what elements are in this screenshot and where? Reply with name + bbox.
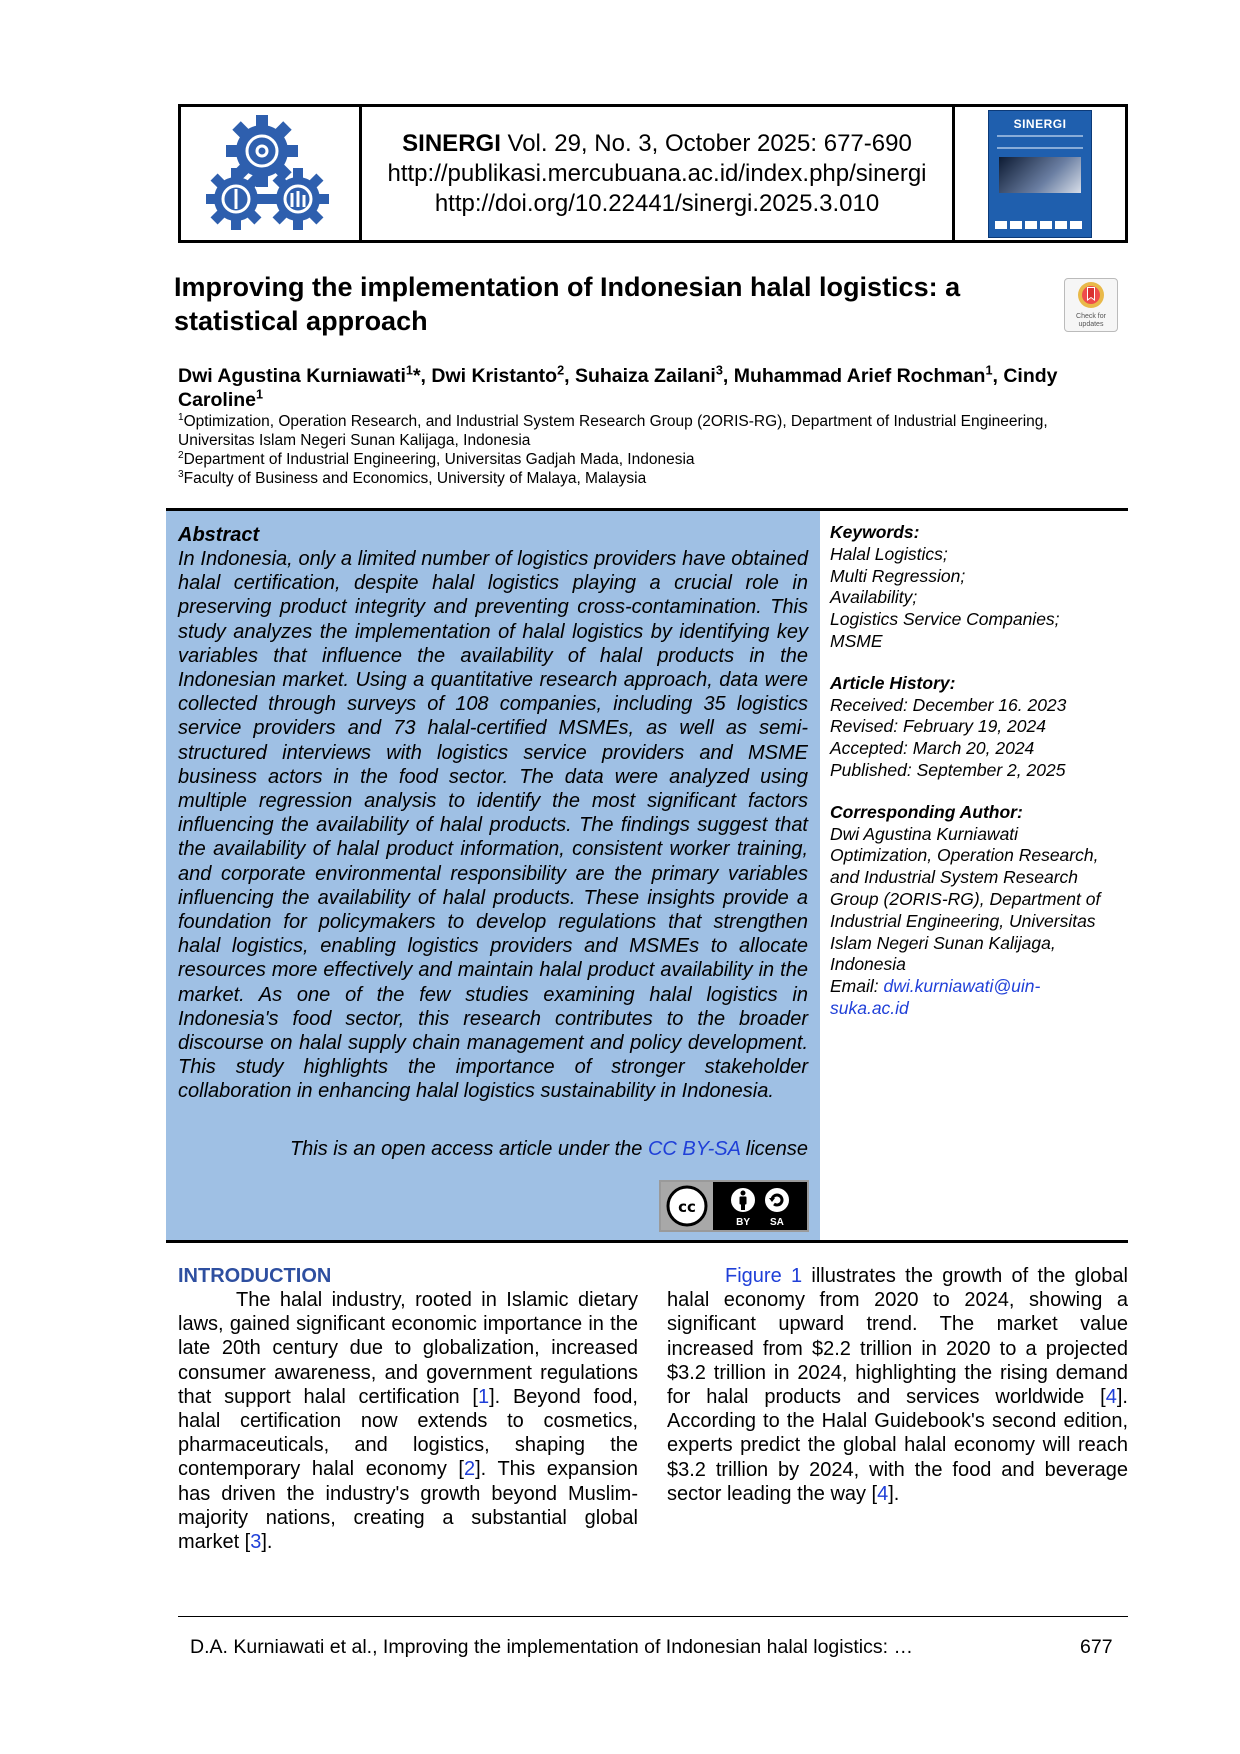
author-name: Dwi Kristanto — [431, 365, 558, 387]
citation-link[interactable]: 2 — [463, 1458, 476, 1481]
author-name: Muhammad Arief Rochman — [733, 365, 986, 387]
gears-logo-icon — [206, 115, 334, 233]
body-column-right — [667, 1264, 1128, 1506]
email-link[interactable]: dwi.kurniawati@uin- — [883, 976, 1041, 997]
cc-sa-icon — [762, 1185, 792, 1215]
citation-link[interactable]: 4 — [1105, 1386, 1117, 1409]
author-affiliation-marker: 1 — [256, 387, 264, 402]
history-item: Received: December 16. 2023 — [830, 694, 1067, 715]
license-link[interactable]: CC BY-SA — [647, 1137, 741, 1160]
journal-header — [178, 104, 1128, 243]
crossmark-badge[interactable] — [1064, 278, 1118, 332]
cc-icon — [666, 1185, 708, 1227]
corresponding-heading: Corresponding Author: — [830, 801, 1023, 822]
author-list: Dwi Agustina Kurniawati$^1$*, Dwi Kristanto$^2$, Suhaiza Zailani$^3$, Muhammad Arief Rochman$^1$, Cindy Caroline$^1$ — [178, 363, 1058, 411]
keyword-item: Halal Logistics; — [830, 543, 948, 564]
running-head: D.A. Kurniawati et al., Improving the implementation of Indonesian halal logistics: … — [190, 1636, 913, 1658]
body-paragraph: Figure 1 illustrates the growth of the global halal economy from 2020 to 2024, showing a significant upward trend. The market value increased from $2.2 trillion in 2020 to a projected $3.2 trillion in 2024, highlighting the rising demand for halal products and services worldwide [4]. According to the Halal Guidebook's second edition, experts predict the global halal economy will reach $3.2 trillion by 2024, with the food and beverage sector leading the way [4]. — [667, 1265, 1128, 1505]
corresponding-affiliation: Optimization, Operation Research, and Industrial System Research Group (2ORIS-RG), Department of Industrial Engineering, Universitas Islam Negeri Sunan Kalijaga, Indonesia — [830, 845, 1101, 975]
journal-brand: SINERGI — [402, 129, 501, 157]
citation-link[interactable]: 4 — [877, 1482, 889, 1505]
corresponding-email — [830, 976, 1130, 998]
cc-by-icon — [728, 1185, 758, 1215]
abstract-text: In Indonesia, only a limited number of logistics providers have obtained halal certification, despite halal logistics playing a crucial role in preserving product integrity and preventing cross-contamination. This study analyzes the implementation of halal logistics by identifying key variables that influence the availability of halal products in the Indonesian market. Using a quantitative research approach, data were collected through surveys of 108 companies, including 35 logistics service providers and 73 halal-certified MSMEs, as well as semi-structured interviews with logistics service providers and MSME business actors in the food sector. The data were analyzed using multiple regression analysis to identify the most significant factors influencing the availability of halal products. The findings suggest that the availability of halal product information, consistent worker training, and corporate environmental responsibility are the primary variables influencing the availability of halal products. These insights provide a foundation for policymakers to develop regulations that strengthen halal logistics, enabling logistics providers and MSMEs to allocate resources more effectively and maintain halal product availability in the market. As one of the few studies examining halal logistics in Indonesia's food sector, this research contributes to the broader discourse on halal supply chain management and policy development. This study highlights the importance of stronger stakeholder collaboration in enhancing halal logistics sustainability in Indonesia. — [178, 548, 808, 1103]
journal-logo — [181, 107, 362, 240]
crossmark-icon — [1077, 281, 1105, 311]
license-suffix: license — [740, 1137, 808, 1160]
author-name: Cindy Caroline — [178, 365, 1058, 411]
license-line — [178, 1138, 808, 1161]
cc-sa-label: SA — [770, 1217, 784, 1228]
author-name: Suhaiza Zailani — [574, 365, 716, 387]
keyword-item: Availability; — [830, 587, 918, 608]
author-affiliation-marker: 1 — [985, 363, 993, 378]
journal-cover-image — [988, 110, 1092, 238]
body-paragraph: The halal industry, rooted in Islamic dietary laws, gained significant economic importance in the late 20th century due to globalization, increased consumer awareness, and government regulations that support halal certification [1]. Beyond food, halal certification now extends to cosmetics, pharmaceuticals, and logistics, shaping the contemporary halal economy [2]. This expansion has driven the industry's growth beyond Muslim-majority nations, creating a substantial global market [3]. — [178, 1289, 638, 1554]
author-affiliation-marker: 1 — [405, 363, 413, 378]
citation-link[interactable]: 3 — [250, 1531, 262, 1554]
crossmark-label: Check for updates — [1076, 313, 1106, 328]
keyword-item: Logistics Service Companies; — [830, 609, 1060, 630]
body-column-left — [178, 1264, 638, 1554]
license-prefix: This is an open access article under the — [289, 1137, 648, 1160]
keyword-item: Multi Regression; — [830, 565, 966, 586]
abstract-box — [166, 511, 820, 1240]
keywords-heading: Keywords: — [830, 522, 920, 542]
svg-text:cc: cc — [678, 1198, 696, 1216]
article-info-sidebar — [830, 522, 1130, 1020]
section-title-introduction: INTRODUCTION — [178, 1265, 332, 1287]
keyword-item: MSME — [830, 630, 883, 651]
history-heading: Article History: — [830, 672, 956, 693]
history-item: Accepted: March 20, 2024 — [830, 738, 1035, 759]
cc-by-label: BY — [736, 1217, 750, 1228]
email-link-continued[interactable]: suka.ac.id — [830, 997, 909, 1018]
citation-link[interactable]: Figure 1 — [725, 1265, 803, 1287]
email-label: Email: — [830, 976, 884, 997]
page-number: 677 — [1080, 1636, 1113, 1658]
journal-volume-line — [402, 129, 912, 159]
journal-citation — [362, 107, 952, 240]
footer-rule — [178, 1616, 1128, 1617]
cover-title: SINERGI — [1013, 116, 1067, 131]
author-affiliation-marker: 3 — [715, 363, 723, 378]
affiliation-item: $^3$Faculty of Business and Economics, University of Malaya, Malaysia — [178, 468, 647, 487]
abstract-bottom-rule — [166, 1240, 1128, 1243]
journal-cover — [952, 107, 1125, 240]
author-name: Dwi Agustina Kurniawati — [178, 365, 406, 387]
journal-url[interactable]: http://publikasi.mercubuana.ac.id/index.php/sinergi — [387, 159, 927, 187]
history-item: Published: September 2, 2025 — [830, 759, 1066, 780]
affiliation-item: $^2$Department of Industrial Engineering, Universitas Gadjah Mada, Indonesia — [178, 449, 695, 468]
journal-volume: Vol. 29, No. 3, October 2025: 677-690 — [500, 129, 912, 157]
author-affiliation-marker: 2 — [557, 363, 565, 378]
journal-doi[interactable]: http://doi.org/10.22441/sinergi.2025.3.010 — [434, 189, 880, 217]
history-item: Revised: February 19, 2024 — [830, 716, 1046, 737]
corresponding-name: Dwi Agustina Kurniawati — [830, 823, 1019, 844]
cc-license-badge[interactable] — [659, 1180, 809, 1232]
abstract-heading: Abstract — [178, 524, 260, 546]
citation-link[interactable]: 1 — [477, 1385, 490, 1408]
paper-title: Improving the implementation of Indonesian halal logistics: a statistical approach — [174, 272, 961, 336]
affiliation-list — [178, 412, 1128, 488]
affiliation-item: $^1$Optimization, Operation Research, and Industrial System Research Group (2ORIS-RG), Department of Industrial Engineering, Universitas Islam Negeri Sunan Kalijaga, Indonesia — [178, 411, 1048, 449]
